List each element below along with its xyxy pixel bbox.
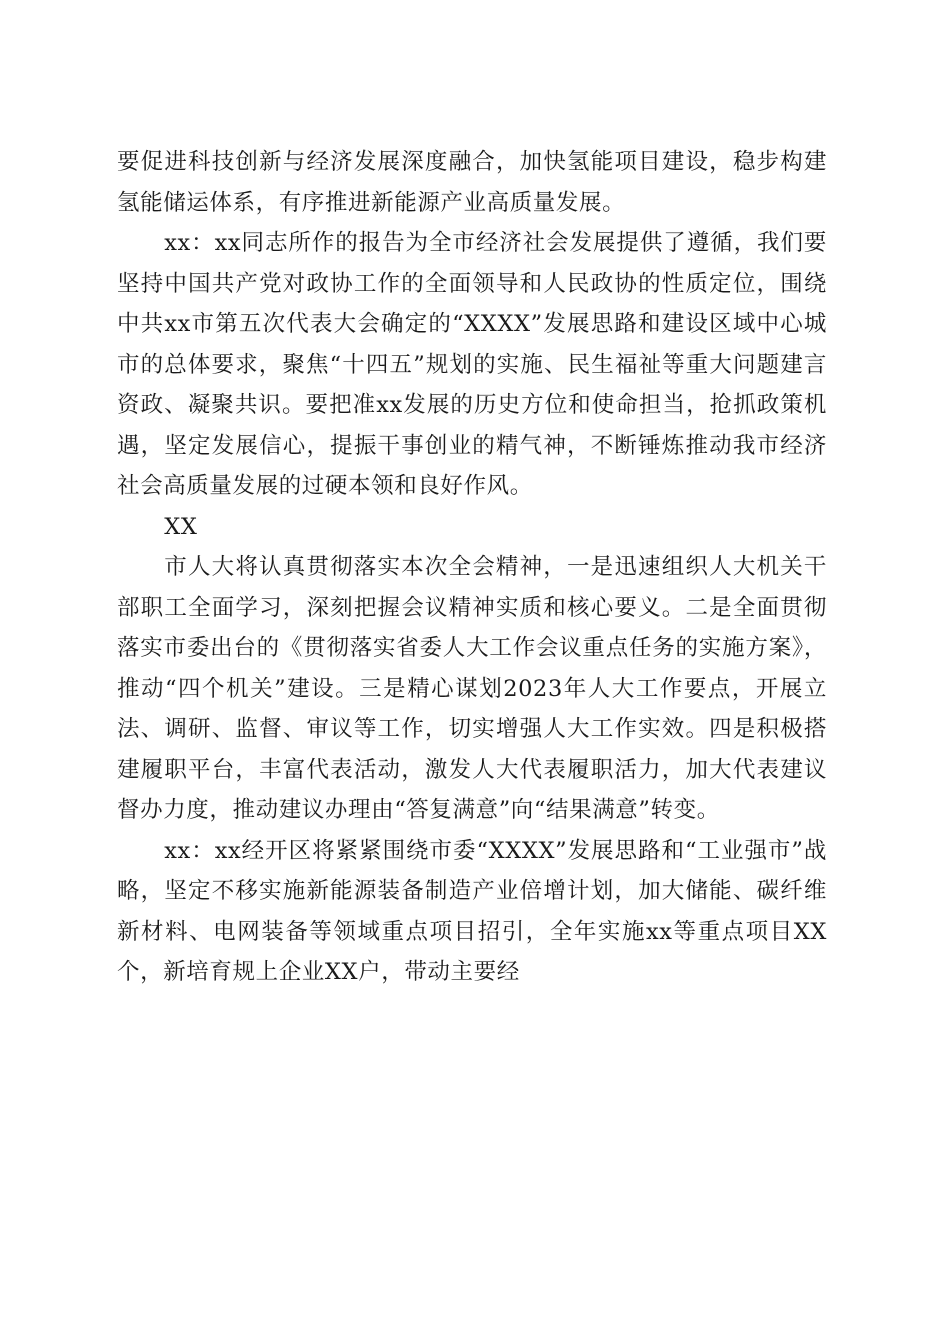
paragraph-zone-remarks: xx：xx经开区将紧紧围绕市委“XXXX”发展思路和“工业强市”战略，坚定不移实施新能源装备制造产业倍增计划，加大储能、碳纤维新材料、电网装备等领域重点项目招引，全年实施xx等重点项目XX个，新培育规上企业XX户，带动主要经: [117, 837, 827, 985]
document-body: [117, 142, 827, 993]
paragraph-speaker-remarks: xx：xx同志所作的报告为全市经济社会发展提供了遵循，我们要坚持中国共产党对政协工作的全面领导和人民政协的性质定位，围绕中共xx市第五次代表大会确定的“XXXX”发展思路和建设区域中心城市的总体要求，聚焦“十四五”规划的实施、民生福祉等重大问题建言资政、凝聚共识。要把准xx发展的历史方位和使命担当，抢抓政策机遇，坚定发展信心，提振干事创业的精气神，不断锤炼推动我市经济社会高质量发展的过硬本领和良好作风。: [117, 230, 827, 499]
speaker-heading: XX: [164, 513, 198, 540]
paragraph-npc-remarks: 市人大将认真贯彻落实本次全会精神，一是迅速组织人大机关干部职工全面学习，深刻把握会议精神实质和核心要义。二是全面贯彻落实市委出台的《贯彻落实省委人大工作会议重点任务的实施方案》，推动“四个机关”建设。三是精心谋划2023年人大工作要点，开展立法、调研、监督、审议等工作，切实增强人大工作实效。四是积极搭建履职平台，丰富代表活动，激发人大代表履职活力，加大代表建议督办力度，推动建议办理由“答复满意”向“结果满意”转变。: [117, 554, 827, 823]
paragraph-continuation: 要促进科技创新与经济发展深度融合，加快氢能项目建设，稳步构建氢能储运体系，有序推进新能源产业高质量发展。: [117, 149, 827, 216]
